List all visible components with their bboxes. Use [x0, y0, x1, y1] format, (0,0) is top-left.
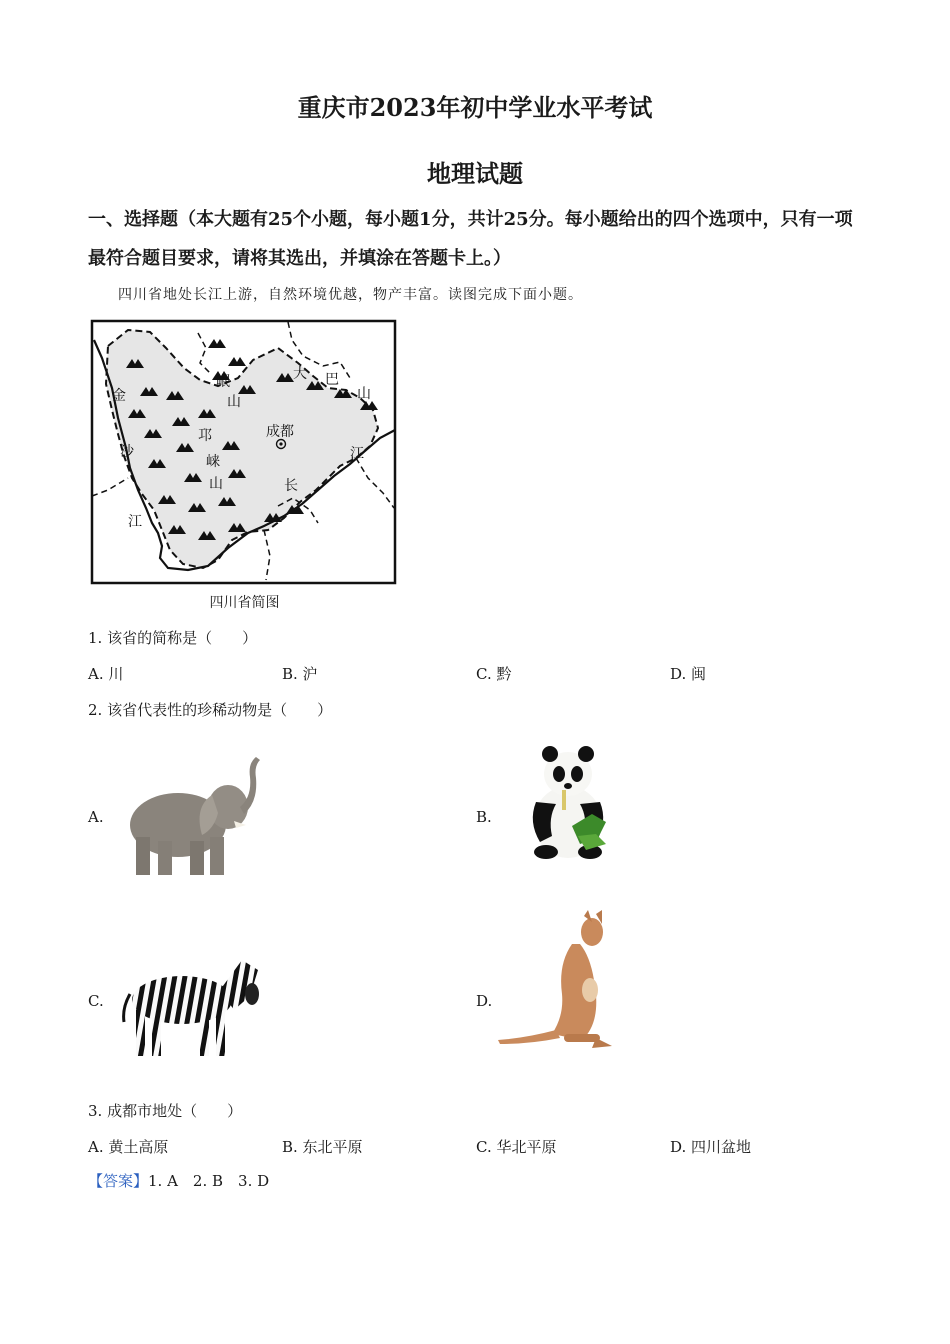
- option-b[interactable]: B.: [476, 808, 492, 826]
- section-heading: 一、选择题（本大题有25个小题，每小题1分，共计25分。每小题给出的四个选项中，只有一项最符合题目要求，请将其选出，并填涂在答题卡上。）: [88, 209, 853, 269]
- intro-text: 四川省地处长江上游，自然环境优越，物产丰富。读图完成下面小题。: [118, 287, 583, 303]
- zebra-icon: [116, 950, 261, 1062]
- option-c[interactable]: C.: [88, 992, 104, 1010]
- map-label: 崃: [206, 454, 220, 470]
- map-label: 金: [112, 388, 126, 404]
- option-a[interactable]: A. 川: [88, 665, 124, 683]
- exam-subtitle: 地理试题: [427, 159, 523, 188]
- map-label: 岷: [216, 374, 230, 390]
- option-c[interactable]: C. 华北平原: [476, 1138, 557, 1156]
- kangaroo-icon: [496, 910, 618, 1055]
- option-c[interactable]: C. 黔: [476, 665, 512, 683]
- option-d[interactable]: D.: [476, 992, 493, 1010]
- answer-tag: 【答案】: [88, 1172, 149, 1190]
- option-d[interactable]: D. 四川盆地: [670, 1138, 752, 1156]
- exam-title: 重庆市2023年初中学业水平考试: [297, 93, 653, 122]
- chengdu-dot: [279, 442, 282, 445]
- map-label: 沙: [120, 444, 134, 460]
- map-label: 山: [209, 476, 223, 492]
- map-label: 邛: [198, 428, 212, 444]
- option-b[interactable]: B. 东北平原: [282, 1138, 363, 1156]
- option-a[interactable]: A.: [88, 808, 104, 826]
- answer-line: [88, 1170, 269, 1191]
- panda-icon: [522, 740, 614, 865]
- question-stem: 3. 成都市地处（ ）: [88, 1102, 243, 1120]
- map-label: 山: [227, 394, 241, 410]
- question-stem: 2. 该省代表性的珍稀动物是（ ）: [88, 701, 333, 719]
- map-label: 江: [350, 446, 364, 462]
- map-label: 巴: [325, 372, 339, 388]
- map-label: 江: [128, 514, 142, 530]
- option-a[interactable]: A. 黄土高原: [88, 1138, 169, 1156]
- answer-text: 1. A 2. B 3. D: [148, 1172, 270, 1190]
- sichuan-map: [88, 318, 400, 588]
- question-stem: 1. 该省的简称是（ ）: [88, 629, 258, 647]
- option-b[interactable]: B. 沪: [282, 665, 318, 683]
- map-label: 山: [357, 386, 371, 402]
- map-label: 长: [284, 478, 298, 494]
- option-d[interactable]: D. 闽: [670, 665, 707, 683]
- map-label: 成都: [266, 424, 294, 440]
- map-label: 大: [293, 366, 307, 382]
- elephant-icon: [116, 755, 266, 880]
- map-caption: 四川省简图: [209, 595, 280, 611]
